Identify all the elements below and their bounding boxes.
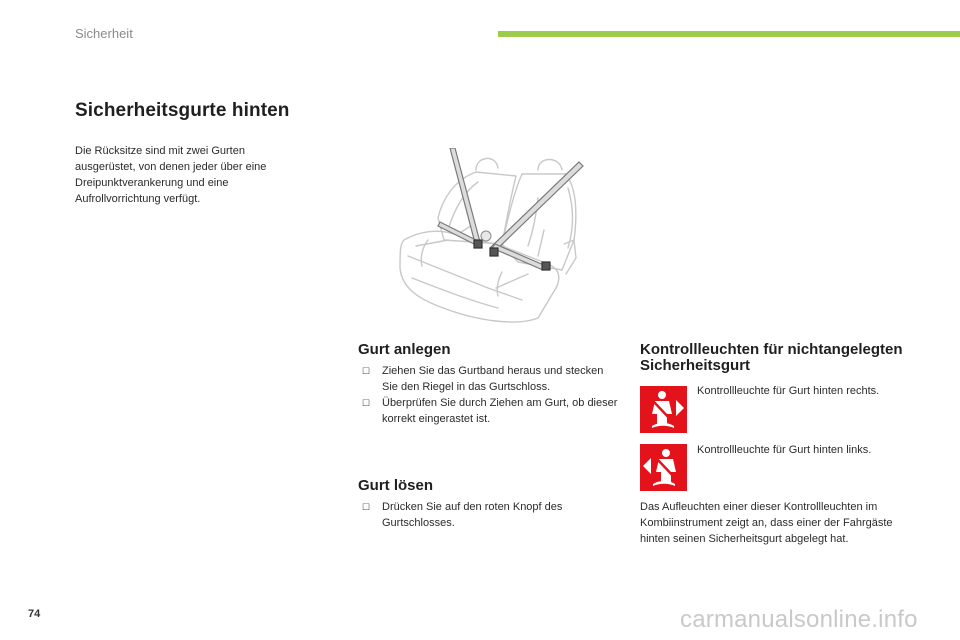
- gurt-anlegen-steps: [358, 363, 620, 427]
- gurt-anlegen-heading: Gurt anlegen: [358, 341, 451, 358]
- list-item: [358, 395, 620, 427]
- list-item: [358, 363, 620, 395]
- warning-note-paragraph: Das Aufleuchten einer dieser Kontrollleuchten im Kombiinstrument zeigt an, dass einer der Fahrgäste hinten seinen Sicherheitsgurt abgelegt hat.: [640, 501, 893, 545]
- warning-right-label: Kontrollleuchte für Gurt hinten rechts.: [697, 385, 880, 397]
- step-text: Drücken Sie auf den roten Knopf des Gurtschlosses.: [382, 501, 563, 529]
- checkbox-arrow-icon: ☐: [362, 502, 371, 512]
- page-number: 74: [28, 608, 41, 620]
- intro-paragraph: Die Rücksitze sind mit zwei Gurten ausgerüstet, von denen jeder über eine Dreipunktverankerung und eine Aufrollvorrichtung verfügt.: [75, 145, 267, 205]
- warning-left-label: Kontrollleuchte für Gurt hinten links.: [697, 444, 872, 456]
- gurt-loesen-steps: [358, 499, 620, 531]
- section-label: Sicherheit: [75, 26, 133, 41]
- checkbox-arrow-icon: ☐: [362, 366, 371, 376]
- warning-lights-heading: Kontrollleuchten für nichtangelegten Sicherheitsgurt: [640, 341, 903, 374]
- page-title: Sicherheitsgurte hinten: [75, 100, 290, 121]
- seatbelt-rear-right-warning-icon: [640, 386, 687, 433]
- rear-seat-illustration: [398, 148, 588, 326]
- gurt-loesen-heading: Gurt lösen: [358, 477, 434, 494]
- step-text: Ziehen Sie das Gurtband heraus und stecken Sie den Riegel in das Gurtschloss.: [382, 365, 604, 393]
- seatbelt-rear-left-warning-icon: [640, 444, 687, 491]
- checkbox-arrow-icon: ☐: [362, 398, 371, 408]
- list-item: [358, 499, 620, 531]
- watermark: carmanualsonline.info: [680, 606, 918, 633]
- header-accent-bar: [498, 31, 960, 37]
- step-text: Überprüfen Sie durch Ziehen am Gurt, ob dieser korrekt eingerastet ist.: [382, 397, 618, 425]
